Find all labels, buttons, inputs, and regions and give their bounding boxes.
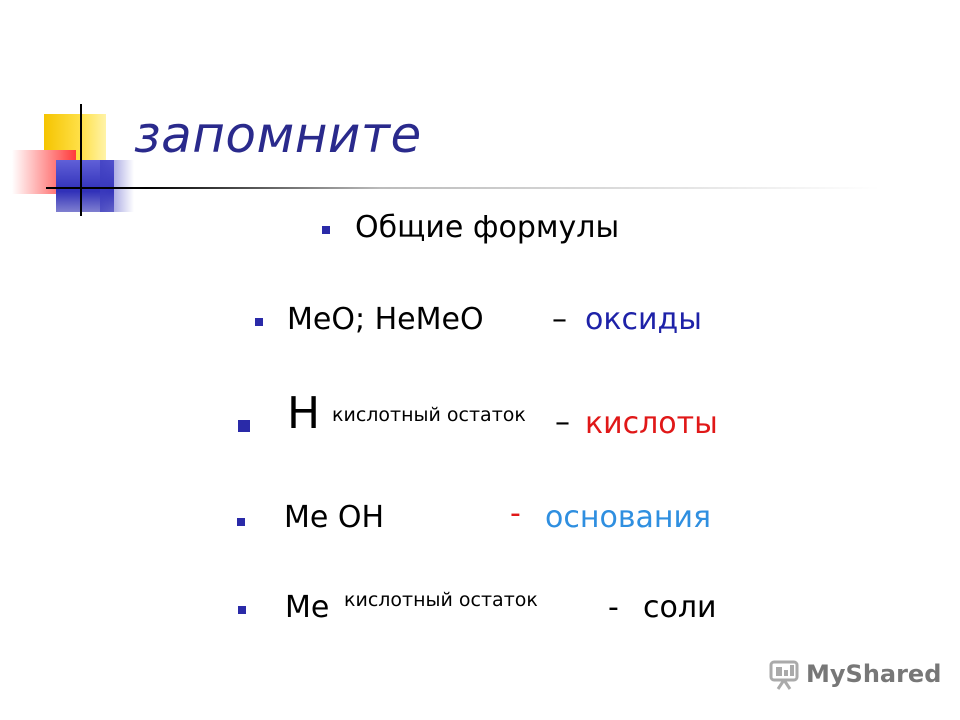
bullet-bases [237,518,245,526]
general-formulas-text: Общие формулы [355,210,620,245]
salts-dash: - [608,590,619,625]
bases-formula: Ме ОН [284,500,385,535]
bases-label: основания [545,500,712,535]
salts-formula: Ме [285,590,330,625]
acids-dash: – [555,405,570,440]
decor-blue-fade [100,160,134,212]
bullet-general [322,226,330,234]
bullet-acids [238,420,250,432]
salts-superscript: кислотный остаток [344,589,538,611]
acids-label: кислоты [585,406,718,441]
oxides-dash: – [552,302,567,337]
bullet-oxides [255,318,263,326]
bases-dash: - [510,496,521,531]
slide-title: запомните [134,106,422,164]
acids-formula: Н [287,388,321,439]
title-underline [46,187,880,189]
oxides-label: оксиды [585,302,702,337]
acids-superscript: кислотный остаток [332,404,526,426]
bullet-salts [238,606,246,614]
watermark-text: MyShared [806,660,942,688]
decor-vertical-line [80,104,82,216]
oxides-formula: МеО; НеМеО [287,302,484,337]
presentation-board-icon [768,660,802,690]
salts-label: соли [643,590,717,625]
